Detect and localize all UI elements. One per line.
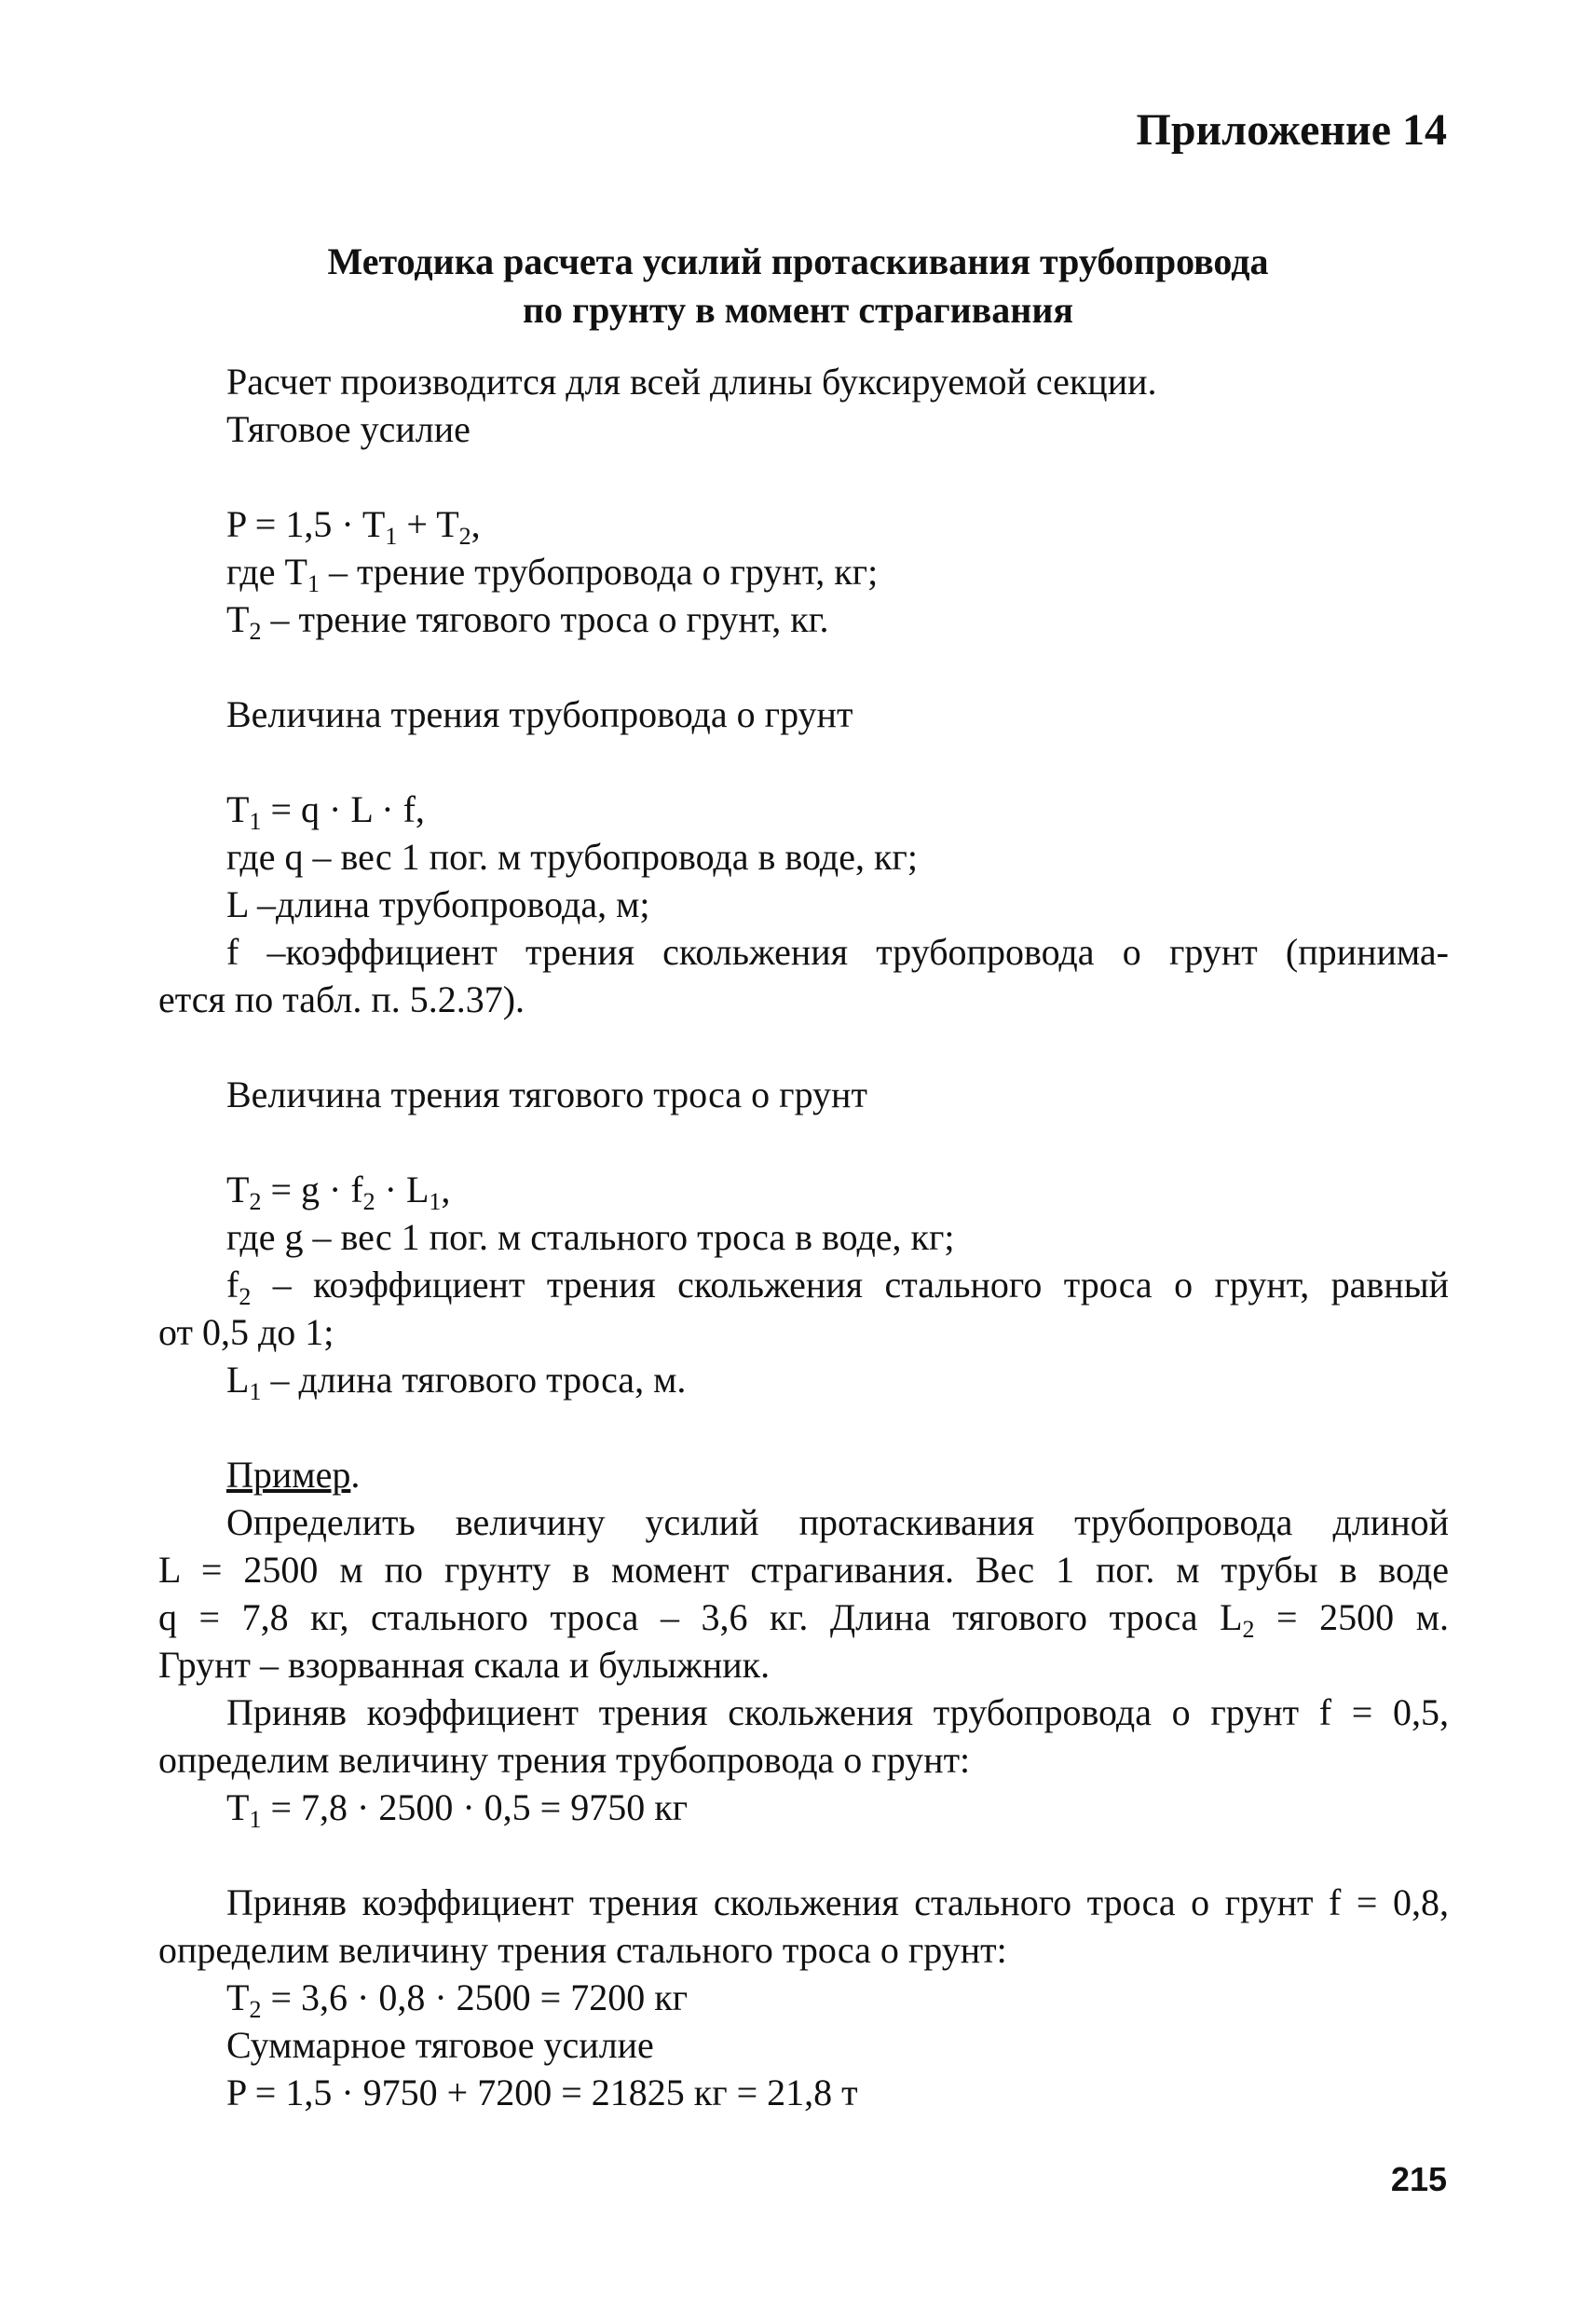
- formula-p: $P = 1,5 \cdot T_1 + T_2$,: [226, 503, 481, 550]
- section-t2-heading: Величина трения тягового троса о грунт: [226, 1073, 867, 1115]
- example-task-line-3: q = 7,8 кг, стального троса – 3,6 кг. Длина тягового троса $L_2 = 2500$ м.: [158, 1596, 1450, 1643]
- example-step2-line-1: Приняв коэффициент трения скольжения стального троса о грунт f = 0,8,: [226, 1881, 1449, 1923]
- page-number: 215: [1390, 2160, 1447, 2198]
- definition-l1: $L_1$ – длина тягового троса, м.: [226, 1359, 687, 1405]
- intro-line-2: Тяговое усилие: [226, 408, 471, 450]
- example-task-line-2: L = 2500 м по грунту в момент страгивания. Вес 1 пог. м трубы в воде: [158, 1549, 1449, 1591]
- title-line-2: по грунту в момент страгивания: [522, 289, 1074, 331]
- formula-t2: $T_2 = g \cdot f_2 \cdot L_1$,: [226, 1169, 451, 1215]
- definition-l: L –длина трубопровода, м;: [226, 883, 650, 925]
- example-step2-calc: $T_2 = 3,6 \cdot 0,8 \cdot 2500 = 7200$ кг: [226, 1976, 689, 2023]
- definition-f-line-1: f –коэффициент трения скольжения трубопровода о грунт (принима-: [226, 931, 1449, 973]
- formula-t1: $T_1 = q \cdot L \cdot f$,: [226, 788, 425, 835]
- example-step1-line-2: определим величину трения трубопровода о грунт:: [158, 1739, 971, 1781]
- definition-f-line-2: ется по табл. п. 5.2.37).: [158, 978, 525, 1020]
- example-label: Пример.: [226, 1454, 361, 1496]
- definition-q: где q – вес 1 пог. м трубопровода в воде, кг;: [226, 836, 918, 878]
- example-total-label: Суммарное тяговое усилие: [226, 2024, 654, 2066]
- title-line-1: Методика расчета усилий протаскивания трубопровода: [327, 240, 1269, 282]
- spacer: [158, 738, 1449, 786]
- spacer: [158, 1831, 1449, 1879]
- example-task-line-1: Определить величину усилий протаскивания трубопровода длиной: [226, 1501, 1449, 1543]
- appendix-heading: Приложение 14: [1136, 105, 1447, 155]
- example-total-calc: P = 1,5 · 9750 + 7200 = 21825 кг = 21,8 т: [226, 2072, 858, 2113]
- example-step2-line-2: определим величину трения стального троса о грунт:: [158, 1929, 1007, 1971]
- document-body: [158, 358, 1449, 2116]
- example-step1-line-1: Приняв коэффициент трения скольжения трубопровода о грунт f = 0,5,: [226, 1691, 1449, 1733]
- spacer: [158, 643, 1449, 691]
- section-t1-heading: Величина трения трубопровода о грунт: [226, 693, 853, 735]
- document-title: [0, 238, 1596, 335]
- spacer: [158, 1023, 1449, 1071]
- definition-f2-line-2: от 0,5 до 1;: [158, 1311, 334, 1353]
- definition-t1: где $T_1$ – трение трубопровода о грунт, кг;: [226, 551, 879, 597]
- definition-g: где g – вес 1 пог. м стального троса в воде, кг;: [226, 1216, 955, 1258]
- definition-f2-line-1: $f_2$ – коэффициент трения скольжения стального троса о грунт, равный: [226, 1264, 1449, 1310]
- spacer: [158, 453, 1449, 500]
- example-task-line-4: Грунт – взорванная скала и булыжник.: [158, 1644, 771, 1686]
- example-step1-calc: $T_1 = 7,8 \cdot 2500 \cdot 0,5 = 9750$ кг: [226, 1786, 689, 1833]
- intro-line-1: Расчет производится для всей длины буксируемой секции.: [226, 361, 1157, 403]
- spacer: [158, 1403, 1449, 1451]
- definition-t2: $T_2$ – трение тягового троса о грунт, кг.: [226, 598, 829, 645]
- spacer: [158, 1118, 1449, 1166]
